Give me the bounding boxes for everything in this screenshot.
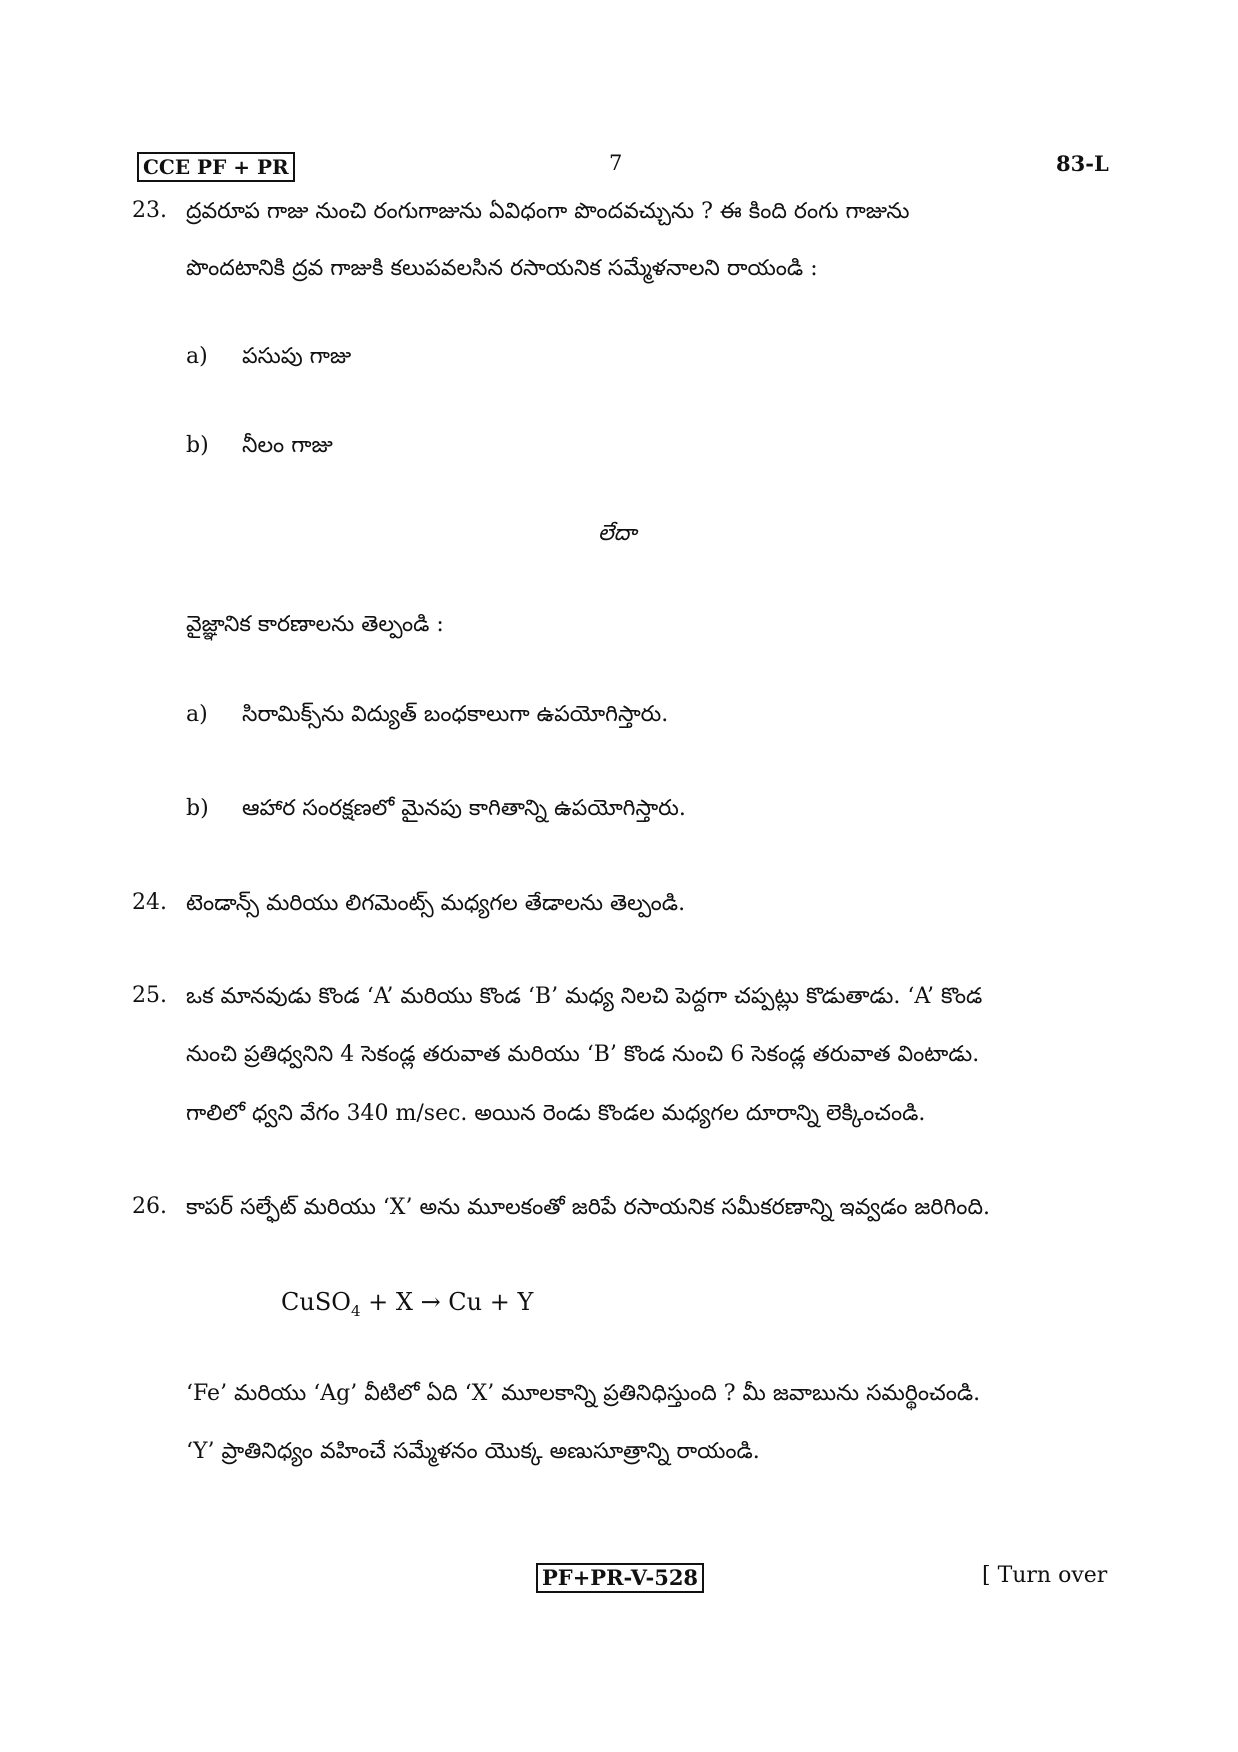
question-23-alt-intro: వైజ్ఞానిక కారణాలను తెల్పండి : bbox=[186, 612, 444, 637]
question-23-option-b-label: b) bbox=[186, 433, 209, 458]
question-25-number: 25. bbox=[132, 983, 167, 1008]
question-26-line-2: ‘Fe’ మరియు ‘Ag’ వీటిలో ఏది ‘X’ మూలకాన్ని ప్రతినిధిస్తుంది ? మీ జవాబును సమర్థించండి. bbox=[186, 1381, 981, 1406]
question-23-line-1: ద్రవరూప గాజు నుంచి రంగుగాజును ఏవిధంగా పొందవచ్చును ? ఈ కింది రంగు గాజును bbox=[186, 199, 910, 224]
paper-code: 83-L bbox=[1056, 151, 1109, 176]
question-23-option-a-text: పసుపు గాజు bbox=[242, 344, 352, 369]
question-24-text: టెండాన్స్ మరియు లిగమెంట్స్ మధ్యగల తేడాలను తెల్పండి. bbox=[186, 891, 686, 916]
question-24-number: 24. bbox=[132, 890, 167, 915]
question-25-line-3: గాలిలో ధ్వని వేగం 340 m/sec. అయిన రెండు కొండల మధ్యగల దూరాన్ని లెక్కించండి. bbox=[186, 1101, 926, 1126]
question-23-line-2: పొందటానికి ద్రవ గాజుకి కలుపవలసిన రసాయనిక సమ్మేళనాలని రాయండి : bbox=[186, 256, 818, 281]
page-number: 7 bbox=[609, 151, 623, 175]
question-26-line-1: కాపర్ సల్ఫేట్ మరియు ‘X’ అను మూలకంతో జరిపే రసాయనిక సమీకరణాన్ని ఇవ్వడం జరిగింది. bbox=[186, 1195, 990, 1220]
question-23-option-b-text: నీలం గాజు bbox=[242, 433, 333, 458]
or-separator: లేదా bbox=[598, 521, 637, 546]
equation-reactant: CuSO bbox=[281, 1288, 351, 1316]
question-26-line-3: ‘Y’ ప్రాతినిధ్యం వహించే సమ్మేళనం యొక్క అణుసూత్రాన్ని రాయండి. bbox=[186, 1439, 760, 1464]
turn-over-note: [ Turn over bbox=[982, 1563, 1108, 1588]
question-23-alt-b-text: ఆహార సంరక్షణలో మైనపు కాగితాన్ని ఉపయోగిస్తారు. bbox=[242, 796, 686, 821]
exam-code-box: CCE PF + PR bbox=[137, 152, 295, 182]
question-23-option-a-label: a) bbox=[186, 344, 208, 369]
question-25-line-2: నుంచి ప్రతిధ్వనిని 4 సెకండ్ల తరువాత మరియు ‘B’ కొండ నుంచి 6 సెకండ్ల తరువాత వింటాడు. bbox=[186, 1042, 980, 1067]
equation-subscript: 4 bbox=[350, 1301, 361, 1320]
footer-code-box: PF+PR-V-528 bbox=[536, 1563, 704, 1593]
question-23-number: 23. bbox=[132, 198, 167, 223]
equation-products: + X → Cu + Y bbox=[360, 1288, 534, 1316]
question-25-line-1: ఒక మానవుడు కొండ ‘A’ మరియు కొండ ‘B’ మధ్య నిలచి పెద్దగా చప్పట్లు కొడుతాడు. ‘A’ కొండ bbox=[186, 984, 983, 1009]
chemical-equation bbox=[281, 1288, 533, 1320]
question-23-alt-b-label: b) bbox=[186, 796, 209, 821]
question-23-alt-a-label: a) bbox=[186, 702, 208, 727]
question-23-alt-a-text: సిరామిక్స్‌ను విద్యుత్ బంధకాలుగా ఉపయోగిస్తారు. bbox=[242, 702, 669, 727]
question-26-number: 26. bbox=[132, 1194, 167, 1219]
